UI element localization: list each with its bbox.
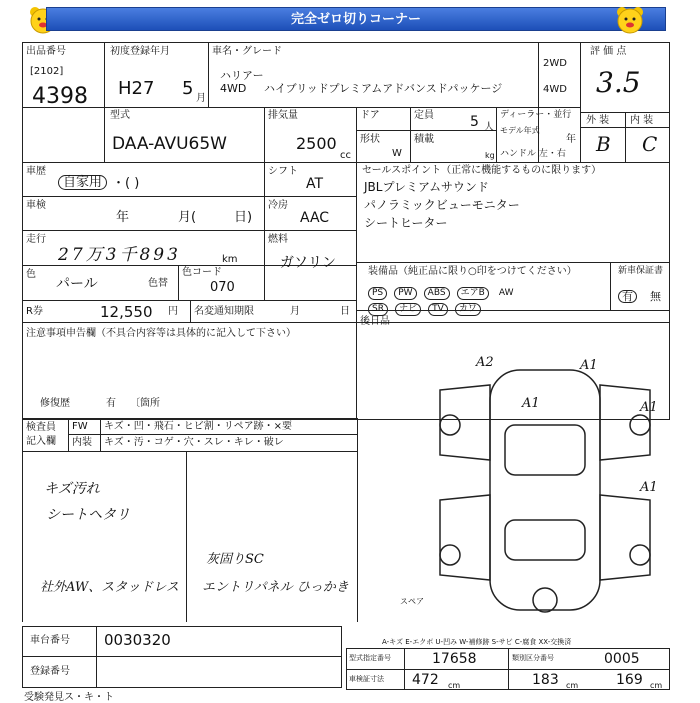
class-value: 0005	[604, 651, 640, 667]
equip-abs: ABS	[424, 287, 450, 300]
damage-mark: A2	[476, 355, 494, 370]
shape-value: W	[392, 148, 402, 159]
notes-label: 注意事項申告欄（不具合内容等は具体的に記入して下さい）	[26, 328, 296, 339]
shift-value: AT	[306, 176, 324, 192]
equipment-row-2	[368, 296, 483, 316]
history-label: 車歴	[26, 166, 46, 177]
cert-value: 17658	[432, 651, 477, 667]
lot-label: 出品番号	[26, 46, 66, 57]
recycle-unit: 円	[168, 306, 178, 317]
fw-items: キズ・凹・飛石・ヒビ割・リペア跡・×要	[104, 421, 292, 432]
equip-aw: AW	[498, 288, 514, 298]
car-label: 車名・グレード	[212, 46, 282, 57]
cm-unit: cm	[566, 681, 579, 690]
first-reg-year: H27	[118, 78, 155, 99]
inspection-label: 車検	[26, 200, 46, 211]
shape-label: 形状	[360, 134, 380, 145]
sales-item: パノラミックビューモニター	[364, 198, 520, 212]
length-label: 車検証寸法	[349, 675, 384, 683]
height-value: 169	[616, 672, 643, 688]
first-reg-month: 5	[182, 78, 194, 99]
inspection-day: 日)	[234, 210, 253, 225]
history-rest: ・( )	[112, 176, 140, 191]
cert-label: 型式指定番号	[349, 654, 391, 662]
rear-seat-label: 後日品	[360, 316, 390, 327]
note-left-1: キズ汚れ	[44, 481, 100, 497]
inspection-year: 年	[116, 210, 130, 225]
equip-navi: ナビ	[395, 303, 421, 316]
inspection-month: 月(	[178, 210, 197, 225]
doors-label: ドア	[360, 110, 380, 121]
capacity-value: 5	[470, 114, 479, 130]
equip-sr: SR	[368, 303, 388, 316]
score-int: C	[642, 132, 658, 156]
chassis-value: 0030320	[104, 631, 171, 649]
fw-label: FW	[72, 421, 88, 432]
model-year-unit: 年	[566, 134, 576, 145]
chassis-label: 車台番号	[30, 635, 70, 646]
notice-day: 日	[340, 306, 350, 317]
length-value: 472	[412, 672, 439, 688]
int-items: キズ・汚・コゲ・穴・スレ・キレ・破レ	[104, 437, 284, 448]
repair-part: 〔箇所	[130, 398, 160, 409]
note-left-3: 社外AW、スタッドレス	[40, 580, 179, 595]
score-ext: B	[596, 132, 611, 156]
recycle-label: R券	[26, 306, 43, 317]
note-right-2: エントリパネル ひっかき	[202, 580, 349, 595]
width-value: 183	[532, 672, 559, 688]
capacity-unit: 人	[484, 122, 494, 133]
equip-ps: PS	[368, 287, 387, 300]
equipment-label: 装備品（純正品に限り○印をつけてください）	[368, 266, 577, 277]
score-value: 3.5	[596, 66, 641, 99]
notice-label: 名変通知期限	[194, 306, 254, 317]
load-unit: kg	[485, 151, 495, 160]
capacity-label: 定員	[414, 110, 434, 121]
model-label: 型式	[110, 110, 130, 121]
opt-2wd: 2WD	[543, 58, 567, 69]
model-year-label: モデル年式	[500, 126, 540, 135]
car-drive: 4WD	[220, 82, 247, 95]
opt-4wd: 4WD	[543, 84, 567, 95]
chassis-box	[22, 626, 342, 688]
color-code: 070	[210, 280, 235, 295]
displacement-label: 排気量	[268, 110, 298, 121]
warranty-label: 新車保証書	[618, 266, 664, 276]
inspector-label-2: 記入欄	[26, 436, 56, 447]
equip-pw: PW	[394, 287, 416, 300]
note-left-2: シートヘタリ	[46, 507, 130, 523]
ac-label: 冷房	[268, 200, 288, 211]
displacement-unit: cc	[340, 150, 351, 161]
recycle-value: 12,550	[100, 303, 153, 321]
inspector-label-1: 検査員	[26, 422, 56, 433]
lot-number: 4398	[32, 84, 88, 109]
fuel-label: 燃料	[268, 234, 288, 245]
int-label: 内装	[72, 437, 92, 448]
history-value: 自家用	[58, 175, 107, 190]
fuel-value: ガソリン	[280, 255, 336, 271]
ac-value: AAC	[300, 210, 330, 226]
shift-label: シフト	[268, 166, 298, 177]
cm-unit: cm	[650, 681, 663, 690]
first-reg-label: 初度登録年月	[110, 46, 170, 57]
equip-leather: カワ	[455, 303, 481, 316]
car-damage-diagram	[420, 350, 670, 630]
repair-label: 修復歴	[40, 398, 70, 409]
dealer-label: ディーラー・並行	[500, 110, 572, 120]
note-right-1: 灰固りSC	[206, 552, 264, 567]
footer-text: 受験発見ス・キ・ト	[24, 692, 114, 703]
damage-mark: A1	[522, 396, 540, 411]
equip-airbag: エアB	[457, 287, 489, 300]
color-label: 色	[26, 269, 36, 280]
spare-label: スペア	[400, 597, 424, 606]
sales-item: シートヒーター	[364, 216, 448, 230]
warranty-no: 無	[650, 290, 661, 303]
score-label: 評 価 点	[590, 46, 627, 57]
header-banner	[0, 0, 700, 40]
sales-label: セールスポイント（正常に機能するものに限ります）	[362, 165, 602, 176]
first-reg-month-unit: 月	[196, 93, 206, 104]
score-int-label: 内 装	[630, 115, 654, 126]
notice-month: 月	[290, 306, 300, 317]
color-code-label: 色コード	[182, 267, 222, 278]
score-ext-label: 外 装	[586, 115, 610, 126]
damage-mark: A1	[640, 400, 658, 415]
bear-mascot-icon	[615, 5, 645, 35]
class-label: 類別区分番号	[512, 654, 554, 662]
load-label: 積載	[414, 134, 434, 145]
model-value: DAA-AVU65W	[112, 134, 227, 154]
repair-value: 有	[106, 398, 116, 409]
displacement-value: 2500	[296, 134, 337, 153]
color-value: パール	[56, 276, 98, 292]
cm-unit: cm	[448, 681, 461, 690]
banner-title: 完全ゼロ切りコーナー	[46, 7, 666, 31]
damage-mark: A1	[580, 358, 598, 373]
diagram-legend: A-キズ E-エクボ U-凹み W-補修跡 S-サビ C-腐食 XX-交換済	[382, 638, 572, 646]
reg-label: 登録番号	[30, 666, 70, 677]
lot-sub: [2102]	[30, 66, 64, 77]
car-grade: ハイブリッドプレミアムアドバンスドパッケージ	[264, 82, 503, 95]
car-name: ハリアー	[220, 69, 264, 82]
mileage-unit: km	[222, 254, 238, 265]
handle-label: ハンドル 左・右	[500, 149, 566, 159]
color-change-label: 色替	[148, 278, 168, 289]
mileage-label: 走行	[26, 234, 46, 245]
warranty-yes: 有	[618, 290, 637, 303]
sales-item: JBLプレミアムサウンド	[364, 180, 489, 194]
equip-tv: TV	[428, 303, 448, 316]
damage-mark: A1	[640, 480, 658, 495]
mileage-value: 27万3千893	[58, 245, 181, 265]
